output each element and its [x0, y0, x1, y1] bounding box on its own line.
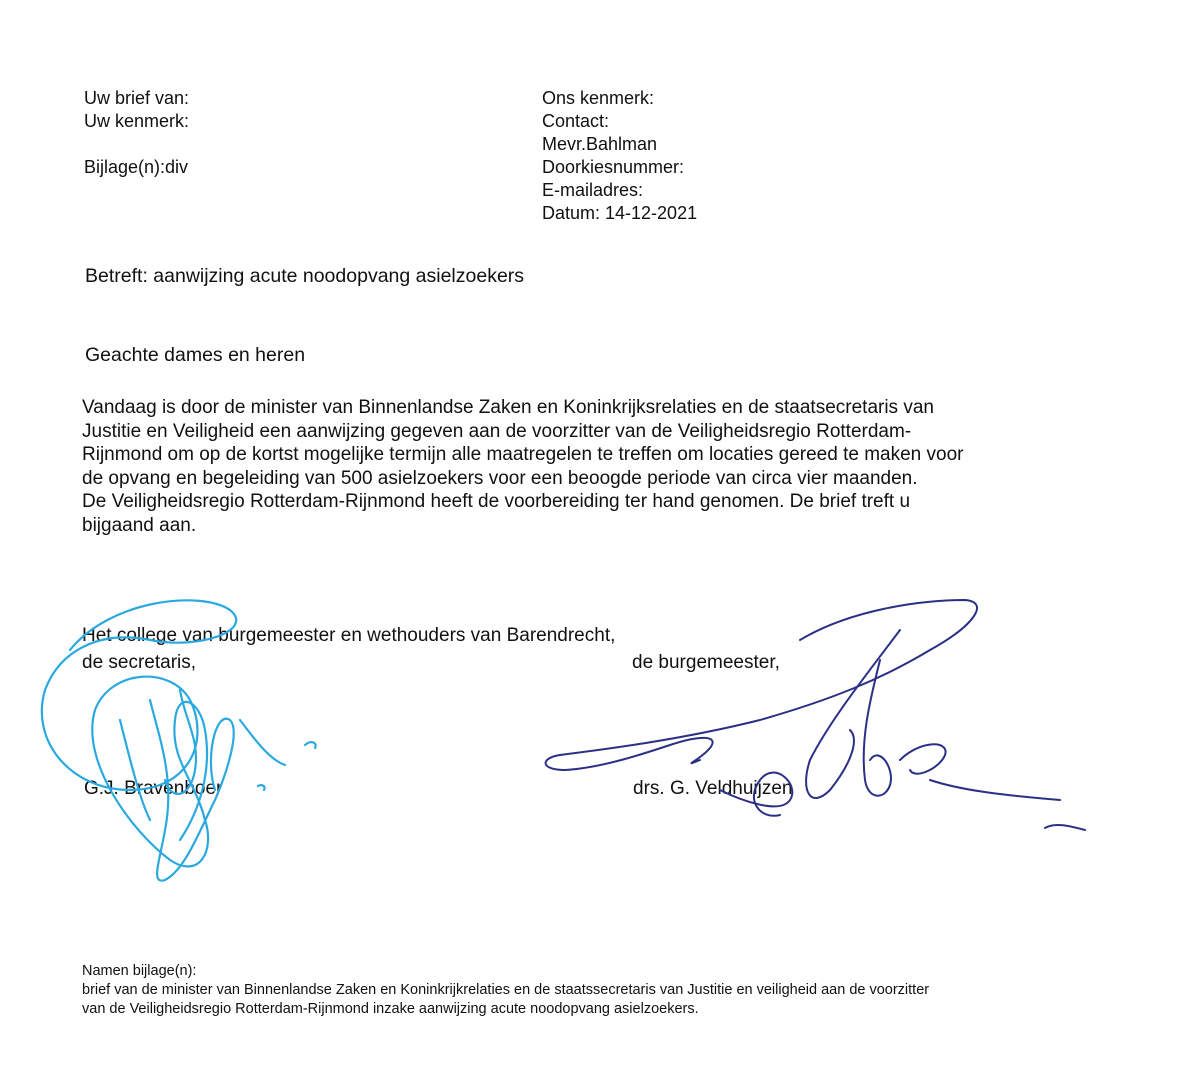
contact-label: Contact:: [542, 111, 610, 131]
body-paragraph: [82, 396, 963, 537]
header-left: [84, 87, 189, 179]
body-line: Rijnmond om op de kortst mogelijke termijn alle maatregelen te treffen om locaties gereed te maken voor: [82, 444, 964, 465]
our-reference-label: Ons kenmerk:: [542, 88, 655, 108]
mayor-name: drs. G. Veldhuijzen: [633, 778, 793, 799]
attachment-line: brief van de minister van Binnenlandse Zaken en Koninkrijkrelaties en de staatssecretaris van Justitie en veiligheid aan de voorzitter: [82, 982, 930, 998]
mayor-signature: [546, 600, 1085, 830]
body-line: Justitie en Veiligheid een aanwijzing gegeven aan de voorzitter van de Veiligheidsregio Rotterdam-: [82, 420, 912, 442]
your-reference-label: Uw kenmerk:: [84, 111, 190, 131]
header-right: [542, 87, 697, 225]
body-line: Vandaag is door de minister van Binnenlandse Zaken en Koninkrijksrelaties en de staatsecretaris van: [82, 397, 934, 418]
attachment-line: van de Veiligheidsregio Rotterdam-Rijnmond inzake aanwijzing acute noodopvang asielzoekers.: [82, 1001, 699, 1017]
college-line: Het college van burgemeester en wethouders van Barendrecht,: [82, 625, 616, 646]
body-line: de opvang en begeleiding van 500 asielzoekers voor een beoogde periode van circa vier maanden.: [82, 467, 918, 489]
letter-date: Datum: 14-12-2021: [542, 203, 698, 223]
attachments-label: Bijlage(n):div: [84, 157, 189, 177]
attachments-heading: Namen bijlage(n):: [82, 963, 197, 979]
secretary-name: G.J. Bravenboer: [84, 778, 223, 799]
contact-name: Mevr.Bahlman: [542, 134, 658, 154]
secretary-title: de secretaris,: [82, 652, 197, 673]
body-line: bijgaand aan.: [82, 514, 197, 536]
subject-line: Betreft: aanwijzing acute noodopvang asielzoekers: [85, 265, 525, 287]
your-letter-label: Uw brief van:: [84, 88, 190, 108]
phone-label: Doorkiesnummer:: [542, 157, 685, 177]
mayor-title: de burgemeester,: [632, 652, 780, 673]
salutation: Geachte dames en heren: [85, 344, 306, 366]
email-label: E-mailadres:: [542, 180, 644, 200]
body-line: De Veiligheidsregio Rotterdam-Rijnmond heeft de voorbereiding ter hand genomen. De brief treft u: [82, 491, 911, 512]
attachments-section: [82, 962, 929, 1019]
